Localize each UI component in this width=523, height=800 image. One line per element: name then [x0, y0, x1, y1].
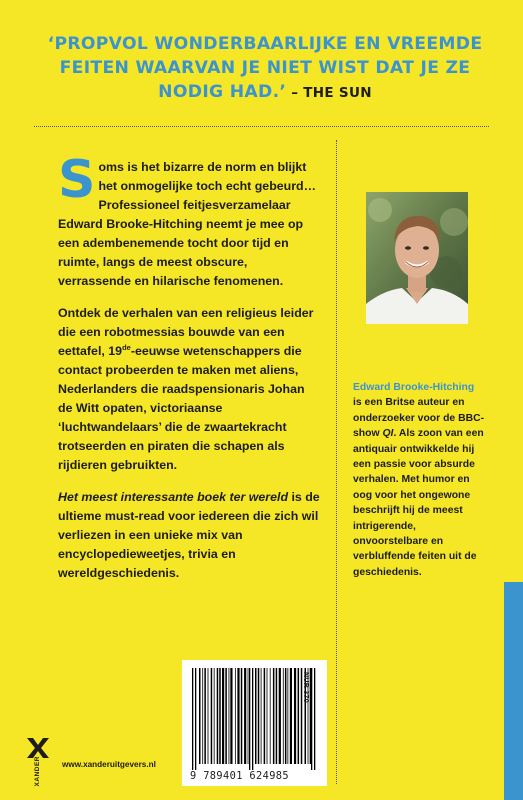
bio-text-2: . Als zoon van een antiquair ontwikkelde hij een passie voor absurde verhalen. Met humor en oog voor het ongewone beschrijft hij de meest intrigerende, onvoorstelbare en verbluffende feiten uit de geschiedenis. — [353, 428, 484, 578]
blurb-text-2a: Ontdek de verhalen van een religieus leider die een robotmessias bouwde van een eettafel, 19 — [58, 306, 314, 358]
blurb-text-3: is de ultieme must-read voor iedereen die zich wil verliezen in een unieke mix van encyclopedieweetjes, trivia en wereldgeschiedenis. — [58, 490, 320, 580]
isbn-number: 9 789401 624985 — [190, 770, 289, 782]
publisher-name: XANDER — [34, 756, 41, 787]
drop-cap: S — [58, 150, 96, 210]
blue-side-strip — [504, 582, 523, 800]
blurb — [58, 150, 320, 596]
dotted-divider-horizontal — [34, 126, 489, 127]
blurb-paragraph-3 — [58, 488, 320, 583]
author-portrait-image — [366, 192, 468, 324]
nur-code: NUR 370 — [302, 672, 309, 703]
publisher-url[interactable]: www.xanderuitgevers.nl — [62, 760, 156, 769]
author-name: Edward Brooke-Hitching — [353, 382, 475, 393]
quote-source: THE SUN — [303, 85, 372, 101]
show-name: QI — [382, 428, 394, 440]
review-quote — [40, 32, 490, 105]
book-title: Het meest interessante boek ter wereld — [58, 490, 289, 504]
blurb-text-1: oms is het bizarre de norm en blijkt het onmogelijke toch echt gebeurd… Professioneel feitjesverzamelaar Edward Brooke-Hitching neemt je mee op een adembenemende tocht door tijd en ruimte, langs de meest obscure, verrassende en hilarische fenomenen. — [58, 160, 317, 288]
blurb-superscript: de — [122, 342, 131, 352]
bio-text-1: is een Britse auteur en onderzoeker voor de BBC-show — [353, 397, 485, 440]
dotted-divider-vertical — [336, 140, 337, 784]
blurb-paragraph-2 — [58, 304, 320, 475]
blurb-paragraph-1 — [58, 150, 320, 291]
author-photo — [366, 192, 468, 324]
blurb-text-2b: -eeuwse wetenschappers die contact probeerden te maken met aliens, Nederlanders die raadspensionaris Johan de Witt opaten, victoriaanse ‘luchtwandelaars’ die de zwaartekracht trotseerden en piraten die schapen als rijdieren gebruikten. — [58, 344, 305, 472]
quote-text: ‘PROPVOL WONDERBAARLIJKE EN VREEMDE FEITEN WAARVAN JE NIET WIST DAT JE ZE NODIG HAD.’ — [47, 34, 483, 102]
author-bio — [353, 380, 485, 580]
quote-dash: – — [286, 85, 304, 101]
